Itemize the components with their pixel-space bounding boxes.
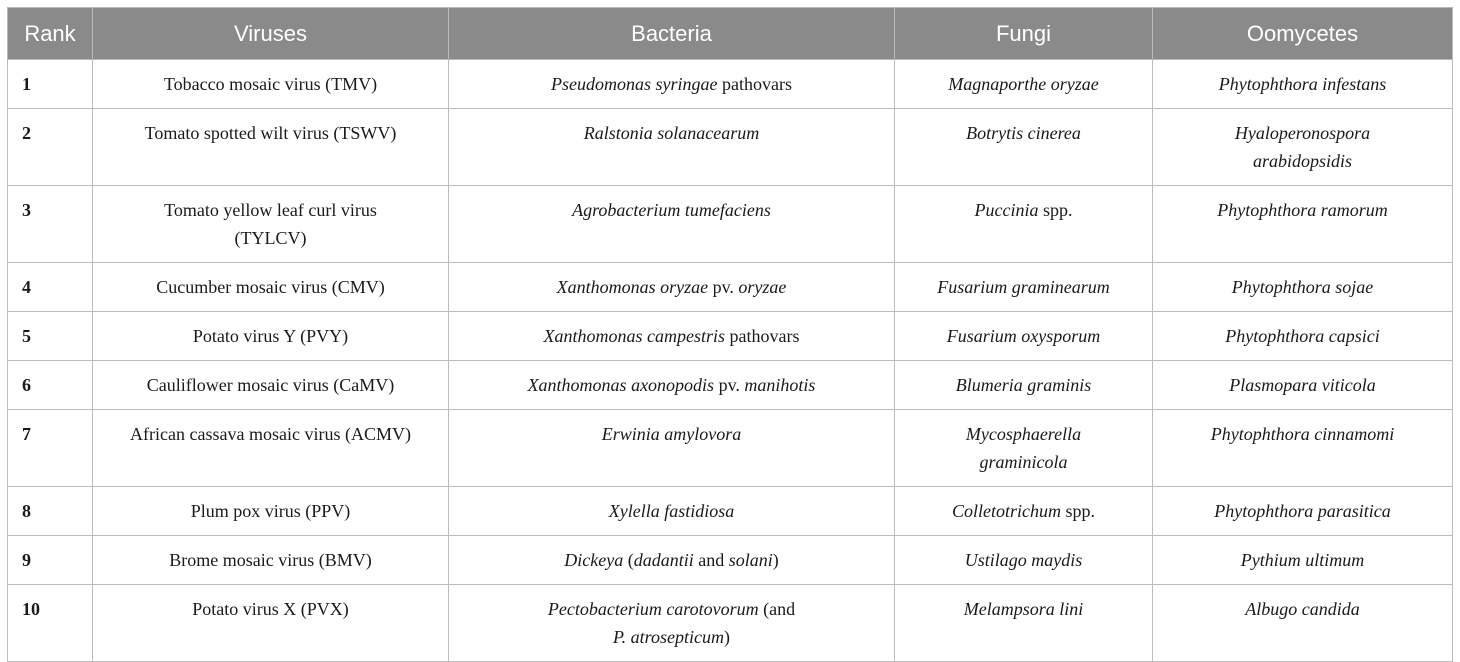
bacteria-italic: Dickeya: [564, 550, 624, 570]
fungi-cell: Ustilago maydis: [895, 536, 1153, 585]
bacteria-cell: [449, 487, 895, 536]
bacteria-italic: Agrobacterium tumefaciens: [572, 200, 771, 220]
header-rank: Rank: [8, 8, 93, 60]
rank-cell: 10: [8, 585, 93, 662]
bacteria-text: (and: [758, 599, 796, 619]
bacteria-text: pv.: [708, 277, 739, 297]
virus-cell: Potato virus X (PVX): [93, 585, 449, 662]
header-bacteria: Bacteria: [449, 8, 895, 60]
oomycetes-cell: Phytophthora ramorum: [1153, 186, 1453, 263]
bacteria-text-3: ): [772, 550, 779, 570]
table-row: [8, 487, 1453, 536]
bacteria-italic: Pseudomonas syringae: [551, 74, 718, 94]
table-row: [8, 312, 1453, 361]
oomycetes-cell: Phytophthora cinnamomi: [1153, 410, 1453, 487]
virus-cell: Cauliflower mosaic virus (CaMV): [93, 361, 449, 410]
bacteria-cell: [449, 536, 895, 585]
fungi-cell: Fusarium graminearum: [895, 263, 1153, 312]
oomycetes-cell: Pythium ultimum: [1153, 536, 1453, 585]
bacteria-cell: [449, 312, 895, 361]
fungi-text: spp.: [1060, 501, 1095, 521]
rank-cell: 4: [8, 263, 93, 312]
table-row: [8, 410, 1453, 487]
virus-cell: Plum pox virus (PPV): [93, 487, 449, 536]
oomycetes-cell: Plasmopara viticola: [1153, 361, 1453, 410]
fungi-cell: Melampsora lini: [895, 585, 1153, 662]
table-row: [8, 109, 1453, 186]
bacteria-text: (: [623, 550, 634, 570]
bacteria-cell: [449, 60, 895, 109]
header-oomycetes: Oomycetes: [1153, 8, 1453, 60]
virus-cell: Potato virus Y (PVY): [93, 312, 449, 361]
bacteria-cell: [449, 585, 895, 662]
fungi-cell: [895, 487, 1153, 536]
oomycetes-cell: Phytophthora sojae: [1153, 263, 1453, 312]
fungi-cell: Botrytis cinerea: [895, 109, 1153, 186]
table-row: [8, 361, 1453, 410]
bacteria-text-2: and: [693, 550, 729, 570]
table-row: [8, 585, 1453, 662]
bacteria-cell: [449, 186, 895, 263]
virus-cell: Brome mosaic virus (BMV): [93, 536, 449, 585]
table-row: [8, 186, 1453, 263]
bacteria-italic: Xanthomonas axonopodis: [527, 375, 715, 395]
bacteria-italic: Pectobacterium carotovorum: [547, 599, 759, 619]
fungi-cell: Mycosphaerella graminicola: [895, 410, 1153, 487]
pathogen-table-container: [7, 7, 1452, 662]
virus-cell: Tobacco mosaic virus (TMV): [93, 60, 449, 109]
bacteria-italic: Xanthomonas oryzae: [556, 277, 709, 297]
bacteria-cell: [449, 361, 895, 410]
header-fungi: Fungi: [895, 8, 1153, 60]
bacteria-italic-2: oryzae: [738, 277, 787, 297]
bacteria-italic-2: P. atrosepticum: [613, 627, 724, 647]
table-row: [8, 263, 1453, 312]
oomycetes-cell: Phytophthora parasitica: [1153, 487, 1453, 536]
rank-cell: 8: [8, 487, 93, 536]
oomycetes-cell: Phytophthora capsici: [1153, 312, 1453, 361]
rank-cell: 7: [8, 410, 93, 487]
virus-cell: Tomato yellow leaf curl virus (TYLCV): [93, 186, 449, 263]
fungi-italic: Puccinia: [974, 200, 1039, 220]
oomycetes-cell: Phytophthora infestans: [1153, 60, 1453, 109]
bacteria-text: pathovars: [717, 74, 792, 94]
bacteria-cell: [449, 109, 895, 186]
fungi-cell: Fusarium oxysporum: [895, 312, 1153, 361]
bacteria-text: pathovars: [725, 326, 800, 346]
fungi-text: spp.: [1038, 200, 1073, 220]
virus-cell: African cassava mosaic virus (ACMV): [93, 410, 449, 487]
fungi-cell: Magnaporthe oryzae: [895, 60, 1153, 109]
virus-cell: Tomato spotted wilt virus (TSWV): [93, 109, 449, 186]
bacteria-cell: [449, 263, 895, 312]
rank-cell: 2: [8, 109, 93, 186]
rank-cell: 1: [8, 60, 93, 109]
bacteria-italic-2: manihotis: [744, 375, 816, 395]
fungi-italic: Colletotrichum: [951, 501, 1061, 521]
rank-cell: 9: [8, 536, 93, 585]
header-viruses: Viruses: [93, 8, 449, 60]
oomycetes-cell: Hyaloperonospora arabidopsidis: [1153, 109, 1453, 186]
bacteria-cell: [449, 410, 895, 487]
oomycetes-cell: Albugo candida: [1153, 585, 1453, 662]
bacteria-text: pv.: [714, 375, 745, 395]
rank-cell: 6: [8, 361, 93, 410]
bacteria-italic: Ralstonia solanacearum: [583, 123, 760, 143]
bacteria-italic: Xylella fastidiosa: [608, 501, 735, 521]
bacteria-italic: Erwinia amylovora: [601, 424, 742, 444]
bacteria-italic-2: dadantii: [633, 550, 694, 570]
fungi-cell: [895, 186, 1153, 263]
bacteria-text-2: ): [724, 627, 730, 647]
bacteria-italic-3: solani: [728, 550, 773, 570]
fungi-cell: Blumeria graminis: [895, 361, 1153, 410]
table-row: [8, 60, 1453, 109]
table-header-row: [8, 8, 1453, 60]
rank-cell: 3: [8, 186, 93, 263]
pathogen-ranking-table: [7, 7, 1453, 662]
bacteria-italic: Xanthomonas campestris: [543, 326, 725, 346]
rank-cell: 5: [8, 312, 93, 361]
virus-cell: Cucumber mosaic virus (CMV): [93, 263, 449, 312]
table-row: [8, 536, 1453, 585]
